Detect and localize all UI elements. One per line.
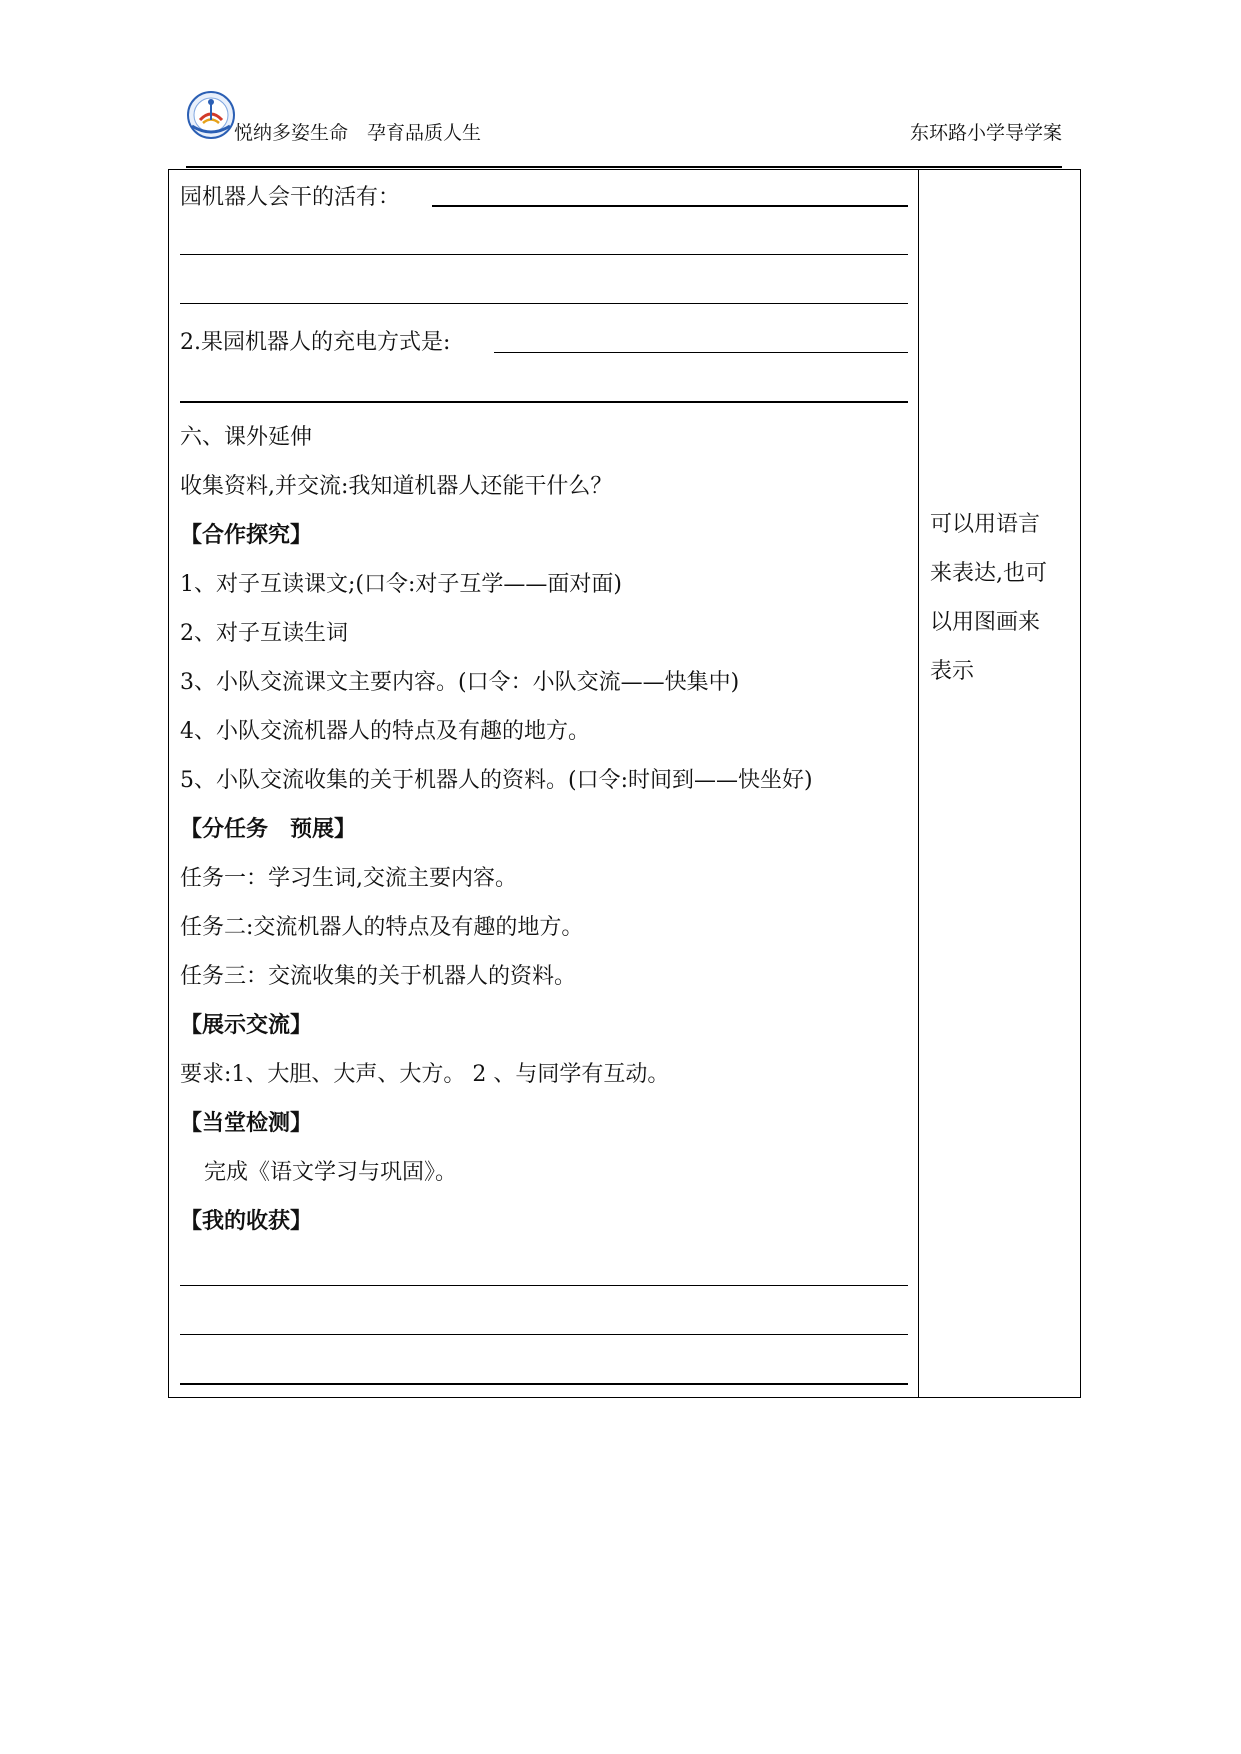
cooperative-item: 1、对子互读课文;(口令:对子互学——面对面) [180, 572, 622, 597]
answer-line[interactable] [180, 254, 908, 255]
answer-line[interactable] [180, 303, 908, 304]
show-text: 要求:1、大胆、大声、大方。 2 、与同学有互动。 [180, 1062, 670, 1087]
side-note-line: 以用图画来 [930, 610, 1041, 635]
answer-line[interactable] [494, 352, 908, 353]
side-note-line: 可以用语言 [930, 512, 1041, 537]
check-title: 【当堂检测】 [180, 1111, 313, 1136]
section-6-text: 收集资料,并交流:我知道机器人还能干什么？ [180, 474, 613, 499]
answer-line[interactable] [180, 401, 908, 403]
cooperative-item: 5、小队交流收集的关于机器人的资料。(口令:时间到——快坐好) [180, 768, 813, 793]
cooperative-item: 3、小队交流课文主要内容。(口令：小队交流——快集中) [180, 670, 740, 695]
cooperative-item: 4、小队交流机器人的特点及有趣的地方。 [180, 719, 590, 744]
school-logo-icon [186, 90, 236, 140]
check-text: 完成《语文学习与巩固》。 [204, 1160, 458, 1185]
cooperative-title: 【合作探究】 [180, 523, 313, 548]
section-6-title: 六、课外延伸 [180, 425, 313, 450]
answer-line[interactable] [180, 1285, 908, 1286]
question-2-label: 2.果园机器人的充电方式是: [180, 330, 451, 355]
task-item: 任务一：学习生词,交流主要内容。 [180, 866, 517, 891]
gain-title: 【我的收获】 [180, 1209, 313, 1234]
side-note-line: 来表达,也可 [930, 561, 1047, 586]
show-title: 【展示交流】 [180, 1013, 313, 1038]
side-note-line: 表示 [930, 659, 975, 684]
side-note [930, 500, 1070, 696]
column-divider [918, 169, 919, 1398]
question-1-label: 园机器人会干的活有： [180, 185, 401, 210]
header-divider [186, 166, 1062, 168]
page-header [186, 90, 1062, 170]
cooperative-item: 2、对子互读生词 [180, 621, 348, 646]
answer-line[interactable] [180, 1383, 908, 1385]
answer-line[interactable] [432, 205, 908, 207]
school-motto: 悦纳多姿生命 孕育品质人生 [234, 122, 482, 144]
answer-line[interactable] [180, 1334, 908, 1335]
task-item: 任务三：交流收集的关于机器人的资料。 [180, 964, 577, 989]
school-name: 东环路小学导学案 [909, 122, 1062, 144]
task-title: 【分任务 预展】 [180, 817, 357, 842]
task-item: 任务二:交流机器人的特点及有趣的地方。 [180, 915, 584, 940]
